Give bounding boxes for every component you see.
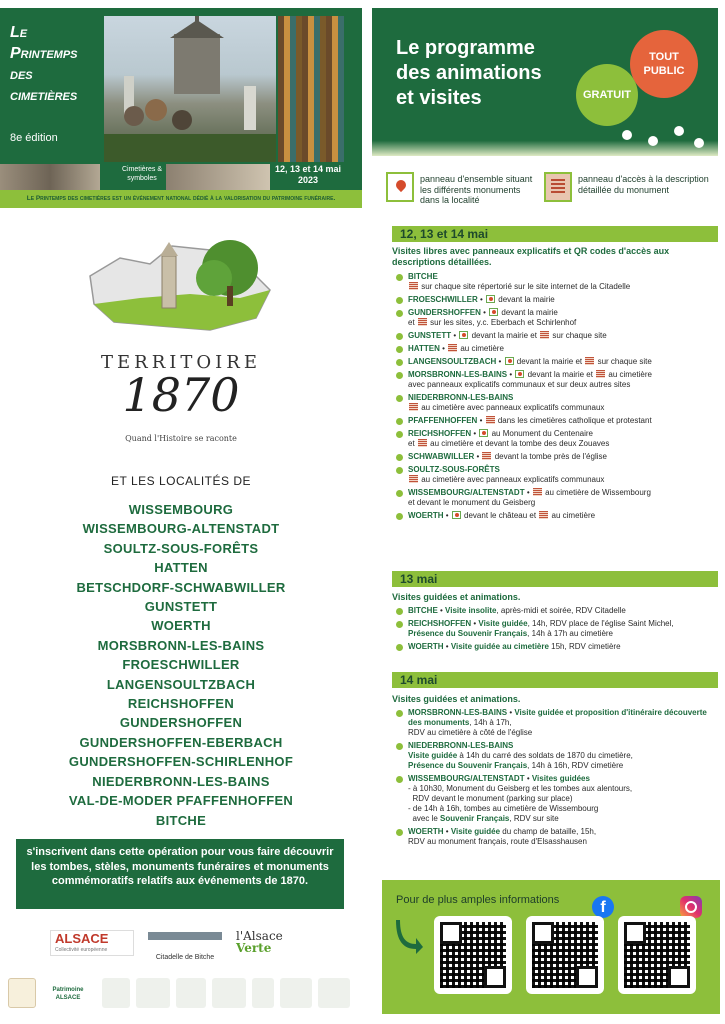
title-line: Le	[10, 24, 28, 41]
document-panel-description: panneau d'accès à la description détaillée du monument	[578, 174, 709, 195]
map-panel-icon	[386, 172, 414, 202]
list-item: PFAFFENHOFFEN • dans les cimetières catholique et protestant	[392, 416, 718, 426]
localite: BETSCHDORF-SCHWABWILLER	[76, 579, 286, 595]
territoire-year: 1870	[122, 368, 240, 422]
alsace-verte-logo[interactable]	[236, 930, 312, 958]
sponsor-logo	[8, 978, 36, 1008]
list-item: MORSBRONN-LES-BAINS • Visite guidée et proposition d'itinéraire découverte des monuments, 14h à 17h, RDV au cimetière à côté de l'église	[392, 708, 718, 738]
grass-decoration	[372, 134, 718, 156]
citadelle-bitche-logo[interactable]: Citadelle de Bitche	[148, 932, 222, 956]
document-icon	[533, 488, 542, 496]
event-tagline: Le Printemps des cimetières est un événement national dédié à la valorisation du patrimoine funéraire.	[0, 190, 362, 208]
section-subtitle: Visites guidées et animations.	[392, 694, 521, 704]
alsace-logo-text: ALSACE	[55, 931, 109, 946]
list-item: BITCHE • Visite insolite, après-midi et soirée, RDV Citadelle	[392, 606, 718, 616]
document-icon	[585, 357, 594, 365]
localites-intro: ET LES LOCALITÉS DE	[111, 474, 251, 488]
section-heading-14-mai: 14 mai	[392, 672, 718, 688]
symbols-label: Cimetières & symboles	[121, 166, 163, 182]
event-title	[10, 22, 78, 106]
list-item: WOERTH • devant le château et au cimetière	[392, 511, 718, 521]
event-banner	[0, 8, 362, 190]
map-icon	[486, 295, 495, 303]
territoire-logo	[80, 228, 280, 340]
document-icon	[418, 439, 427, 447]
list-item: SCHWABWILLER • devant la tombe près de l'église	[392, 452, 718, 462]
list-item: NIEDERBRONN-LES-BAINS au cimetière avec panneaux explicatifs communaux	[392, 393, 718, 413]
facebook-icon[interactable]: f	[592, 896, 614, 918]
document-panel-icon	[544, 172, 572, 202]
title-line: cimetières	[10, 87, 78, 104]
title-line: Printemps	[10, 45, 78, 62]
document-icon	[540, 331, 549, 339]
list-item: FROESCHWILLER • devant la mairie	[392, 295, 718, 305]
localite: WOERTH	[151, 618, 211, 634]
map-icon	[515, 370, 524, 378]
sponsor-logo	[176, 978, 206, 1008]
qr-code-instagram[interactable]	[618, 916, 696, 994]
list-item: WOERTH • Visite guidée au cimetière 15h, RDV cimetière	[392, 642, 718, 652]
alsace-logo-sub: Collectivité européenne	[55, 947, 108, 953]
sponsor-logo	[212, 978, 246, 1008]
localite: GUNDERSHOFFEN-SCHIRLENHOF	[68, 754, 294, 770]
may-14-list	[392, 708, 718, 850]
stone-photo-strip	[0, 164, 100, 190]
list-item: MORSBRONN-LES-BAINS • devant la mairie et au cimetière avec panneaux explicatifs communaux et sur deux autres sites	[392, 370, 718, 390]
flower-icon	[694, 138, 704, 148]
alsace-verte-word: Verte	[236, 941, 272, 955]
list-item: NIEDERBRONN-LES-BAINS Visite guidée à 14h du carré des soldats de 1870 du cimetière, Présence du Souvenir Français, 14h à 16h, RDV cimetière	[392, 741, 718, 771]
document-icon	[486, 416, 495, 424]
qr-code-website[interactable]	[434, 916, 512, 994]
localite: WISSEMBOURG-ALTENSTADT	[82, 521, 280, 537]
more-info-box	[382, 880, 720, 1014]
alsace-logo[interactable]	[50, 930, 134, 956]
patrimoine-alsace-logo: Patrimoine ALSACE	[42, 978, 94, 1008]
program-title	[396, 36, 542, 111]
left-column	[0, 0, 362, 1024]
qr-code-pattern	[440, 922, 506, 988]
list-item: REICHSHOFFEN • au Monument du Centenaire et au cimetière et devant la tombe des deux Zouaves	[392, 429, 718, 449]
instagram-icon[interactable]	[680, 896, 702, 918]
list-item: SOULTZ-SOUS-FORÊTS au cimetière avec panneaux explicatifs communaux	[392, 465, 718, 485]
sponsor-logo	[252, 978, 274, 1008]
more-info-title: Pour de plus amples informations	[396, 894, 560, 906]
list-item: GUNDERSHOFFEN • devant la mairie et sur les sites, y.c. Eberbach et Schirlenhof	[392, 308, 718, 328]
localite: MORSBRONN-LES-BAINS	[97, 637, 265, 653]
section-subtitle: Visites libres avec panneaux explicatifs et QR codes d'accès aux descriptions détaillées.	[392, 246, 670, 267]
localite: FROESCHWILLER	[122, 657, 240, 673]
map-icon	[489, 308, 498, 316]
localite: BITCHE	[155, 812, 207, 828]
localite: WISSEMBOURG	[128, 502, 234, 517]
localite: SOULTZ-SOUS-FORÊTS	[103, 540, 259, 556]
program-title-line: des animations	[396, 62, 542, 84]
localite: GUNDERSHOFFEN	[119, 715, 243, 731]
document-icon	[409, 475, 418, 483]
document-icon	[448, 344, 457, 352]
may-13-list	[392, 606, 718, 655]
document-icon	[409, 282, 418, 290]
section-subtitle: Visites guidées et animations.	[392, 592, 521, 602]
gratuit-badge: GRATUIT	[576, 64, 638, 126]
map-icon	[459, 331, 468, 339]
event-dates: 12, 13 et 14 mai 2023	[272, 164, 344, 186]
sponsor-logo	[102, 978, 130, 1008]
map-panel-description: panneau d'ensemble situant les différents monuments dans la localité	[420, 174, 533, 205]
stained-glass-photo	[278, 16, 344, 162]
map-icon	[452, 511, 461, 519]
tout-public-badge: TOUT PUBLIC	[630, 30, 698, 98]
edition-label: 8e édition	[10, 132, 58, 144]
sponsor-logo	[136, 978, 170, 1008]
sponsor-logo	[318, 978, 350, 1008]
list-item: REICHSHOFFEN • Visite guidée, 14h, RDV place de l'église Saint Michel, Présence du Souvenir Français, 14h à 17h au cimetière	[392, 619, 718, 639]
operation-note: s'inscrivent dans cette opération pour vous faire découvrir les tombes, stèles, monuments funéraires et monuments commémoratifs relatifs aux événements de 1870.	[16, 839, 344, 909]
qr-code-pattern	[624, 922, 690, 988]
hands-photo-strip	[166, 164, 270, 190]
document-icon	[482, 452, 491, 460]
list-item: HATTEN • au cimetière	[392, 344, 718, 354]
localite: NIEDERBRONN-LES-BAINS	[92, 773, 270, 789]
list-item: LANGENSOULTZBACH • devant la mairie et sur chaque site	[392, 357, 718, 367]
section-heading-13-mai: 13 mai	[392, 571, 718, 587]
localite: LANGENSOULTZBACH	[106, 676, 256, 692]
map-icon	[479, 429, 488, 437]
map-icon	[505, 357, 514, 365]
document-icon	[418, 318, 427, 326]
cemetery-photo	[104, 16, 276, 162]
list-item: WISSEMBOURG/ALTENSTADT • Visites guidées - à 10h30, Monument du Geisberg et les tombes aux alentours, RDV devant le monument (parking sur place) - de 14h à 16h, tombes au cimetière de Wissembourg avec le Souvenir Français, RDV sur site	[392, 774, 718, 824]
localite: HATTEN	[154, 560, 208, 576]
territoire-tagline: Quand l'Histoire se raconte	[125, 434, 237, 443]
list-item: WISSEMBOURG/ALTENSTADT • au cimetière de Wissembourg et devant le monument du Geisberg	[392, 488, 718, 508]
document-icon	[409, 403, 418, 411]
document-icon	[596, 370, 605, 378]
flower-icon	[648, 136, 658, 146]
sponsor-logo	[280, 978, 312, 1008]
section-heading-12-14-mai: 12, 13 et 14 mai	[392, 226, 718, 242]
qr-code-pattern	[532, 922, 598, 988]
program-title-line: et visites	[396, 87, 482, 109]
sponsor-logos	[8, 972, 354, 1016]
arrow-icon	[396, 918, 424, 954]
list-item: GUNSTETT • devant la mairie et sur chaque site	[392, 331, 718, 341]
partner-logos	[50, 926, 320, 962]
list-item: BITCHE sur chaque site répertorié sur le site internet de la Citadelle	[392, 272, 718, 292]
legend	[380, 168, 718, 216]
qr-code-facebook[interactable]	[526, 916, 604, 994]
title-line: des	[10, 66, 33, 83]
localite: REICHSHOFFEN	[127, 696, 235, 712]
localite: GUNDERSHOFFEN-EBERBACH	[79, 734, 283, 750]
list-item: WOERTH • Visite guidée du champ de bataille, 15h, RDV au monument français, route d'Elsasshausen	[392, 827, 718, 847]
localite: VAL-DE-MODER PFAFFENHOFFEN	[68, 793, 294, 809]
localites-list	[0, 500, 362, 830]
flower-icon	[622, 130, 632, 140]
free-visits-list	[392, 272, 718, 524]
program-title-line: Le programme	[396, 37, 535, 59]
territoire-name: TERRITOIRE	[101, 352, 261, 373]
alsace-verte-prefix: l'Alsace	[236, 929, 283, 943]
localite: GUNSTETT	[144, 599, 218, 615]
program-header	[372, 8, 718, 156]
flower-icon	[674, 126, 684, 136]
document-icon	[539, 511, 548, 519]
